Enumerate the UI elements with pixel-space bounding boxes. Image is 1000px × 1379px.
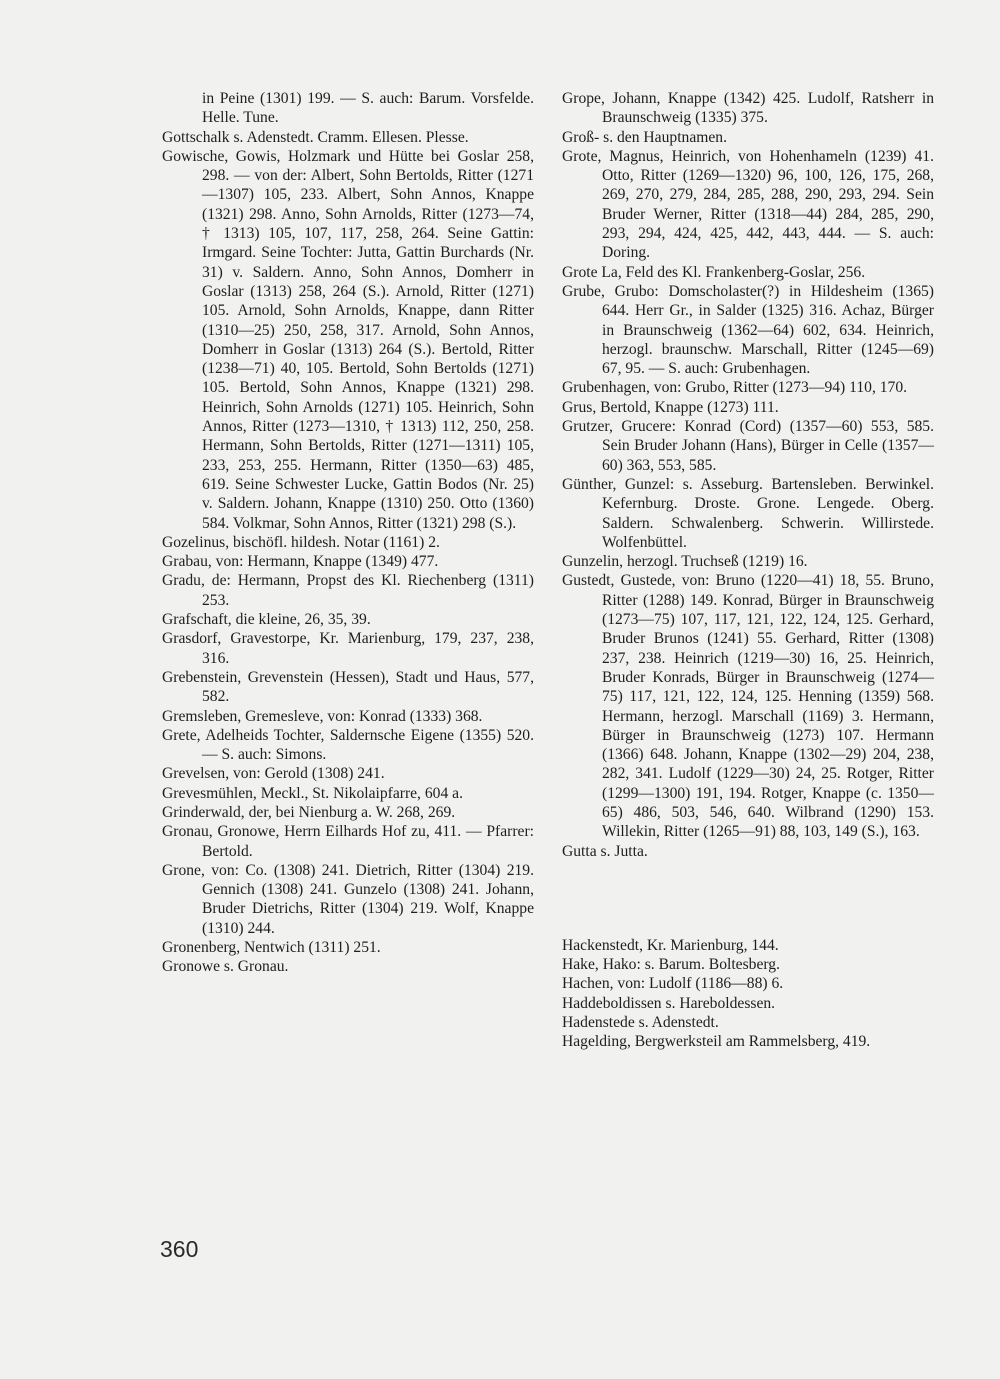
index-entry: Günther, Gunzel: s. Asseburg. Bartensleben. Berwinkel. Kefernburg. Droste. Grone. Lengede. Oberg. Saldern. Schwalenberg. Schwerin. Willirstede. Wolfenbüttel.: [562, 475, 934, 551]
index-entry: Grote, Magnus, Heinrich, von Hohenhameln (1239) 41. Otto, Ritter (1269—1320) 96, 100, 126, 175, 268, 269, 270, 279, 284, 285, 288, 290, 293, 294. Sein Bruder Werner, Ritter (1318—44) 284, 285, 290, 293, 294, 424, 425, 442, 443, 444. — S. auch: Doring.: [562, 147, 934, 262]
index-entry: Hackenstedt, Kr. Marienburg, 144.: [562, 936, 779, 954]
index-entry: Grete, Adelheids Tochter, Saldernsche Eigene (1355) 520. — S. auch: Simons.: [162, 726, 534, 764]
index-entry: Grebenstein, Grevenstein (Hessen), Stadt und Haus, 577, 582.: [162, 668, 534, 706]
page-number: 360: [160, 1236, 199, 1262]
index-entry: Grutzer, Grucere: Konrad (Cord) (1357—60) 553, 585. Sein Bruder Johann (Hans), Bürger in Celle (1357—60) 363, 553, 585.: [562, 418, 934, 474]
index-entry: Gremsleben, Gremesleve, von: Konrad (1333) 368.: [162, 707, 483, 725]
index-entry: Groß- s. den Hauptnamen.: [562, 128, 727, 146]
index-entry: Hagelding, Bergwerksteil am Rammelsberg, 419.: [562, 1033, 871, 1051]
index-entry: Gradu, de: Hermann, Propst des Kl. Riechenberg (1311) 253.: [162, 572, 534, 609]
index-entry: Hadenstede s. Adenstedt.: [562, 1014, 719, 1032]
letter-section-gap: [562, 861, 934, 936]
index-entry: Gustedt, Gustede, von: Bruno (1220—41) 18, 55. Bruno, Ritter (1288) 149. Konrad, Bürger in Braunschweig (1273—75) 107, 117, 121, 122, 124, 125. Gerhard, Bruder Brunos (1241) 55. Gerhard, Ritter (1308) 237, 238. Heinrich (1219—30) 16, 25. Heinrich, Bruder Konrads, Bürger in Braunschweig (1274—75) 117, 121, 122, 124, 125. Henning (1359) 568. Hermann, herzogl. Marschall (1169) 3. Hermann, Bürger in Braunschweig (1273) 107. Hermann (1366) 648. Johann, Knappe (1302—29) 204, 238, 282, 341. Ludolf (1229—30) 24, 25. Rotger, Ritter (1299—1300) 191, 194. Rotger, Knappe (c. 1350—65) 486, 503, 546, 640. Wilbrand (1290) 153. Willekin, Ritter (1265—91) 88, 103, 149 (S.), 163.: [562, 572, 934, 841]
index-entry: Grevelsen, von: Gerold (1308) 241.: [162, 765, 385, 783]
index-entry: Gunzelin, herzogl. Truchseß (1219) 16.: [562, 553, 808, 571]
index-entry: Grope, Johann, Knappe (1342) 425. Ludolf, Ratsherr in Braunschweig (1335) 375.: [562, 90, 934, 127]
index-entry: Gutta s. Jutta.: [562, 842, 648, 860]
index-entry: Grubenhagen, von: Grubo, Ritter (1273—94) 110, 170.: [562, 379, 908, 397]
right-column: [562, 89, 934, 1052]
index-entry: Grone, von: Co. (1308) 241. Dietrich, Ritter (1304) 219. Gennich (1308) 241. Gunzelo (1308) 241. Johann, Bruder Dietrichs, Ritter (1304) 219. Wolf, Knappe (1310) 244.: [162, 861, 534, 937]
left-column: [162, 89, 534, 977]
index-entry: Grube, Grubo: Domscholaster(?) in Hildesheim (1365) 644. Herr Gr., in Salder (1325) 316. Achaz, Bürger in Braunschweig (1362—64) 602, 634. Heinrich, herzogl. braunschw. Marschall, Ritter (1245—69) 67, 95. — S. auch: Grubenhagen.: [562, 282, 934, 378]
index-entry: Grote La, Feld des Kl. Frankenberg-Goslar, 256.: [562, 263, 866, 281]
index-entry: Gronowe s. Gronau.: [162, 958, 289, 976]
index-entry: Grevesmühlen, Meckl., St. Nikolaipfarre, 604 a.: [162, 784, 463, 802]
index-entry: Hachen, von: Ludolf (1186—88) 6.: [562, 975, 784, 993]
index-entry: Haddeboldissen s. Hareboldessen.: [562, 994, 776, 1012]
index-entry: Grinderwald, der, bei Nienburg a. W. 268, 269.: [162, 803, 456, 821]
index-entry: Gottschalk s. Adenstedt. Cramm. Ellesen. Plesse.: [162, 128, 469, 146]
index-entry: Grus, Bertold, Knappe (1273) 111.: [562, 398, 779, 416]
index-entry: Gronau, Gronowe, Herrn Eilhards Hof zu, 411. — Pfarrer: Bertold.: [162, 823, 534, 860]
index-entry: Gozelinus, bischöfl. hildesh. Notar (1161) 2.: [162, 533, 440, 551]
index-entry: in Peine (1301) 199. — S. auch: Barum. Vorsfelde. Helle. Tune.: [202, 90, 534, 127]
index-entry: Grafschaft, die kleine, 26, 35, 39.: [162, 611, 371, 629]
index-entry: Grasdorf, Gravestorpe, Kr. Marienburg, 179, 237, 238, 316.: [162, 630, 534, 667]
index-entry: Gowische, Gowis, Holzmark und Hütte bei Goslar 258, 298. — von der: Albert, Sohn Bertolds, Ritter (1271—1307) 105, 233. Albert, Sohn Annos, Knappe (1321) 298. Anno, Sohn Arnolds, Ritter (1273—74, † 1313) 105, 107, 117, 258, 264. Seine Gattin: Irmgard. Seine Tochter: Jutta, Gattin Burchards (Nr. 31) v. Saldern. Anno, Sohn Annos, Domherr in Goslar (1313) 258, 264 (S.). Arnold, Ritter (1271) 105. Arnold, Sohn Arnolds, Knappe, dann Ritter (1310—25) 250, 258, 317. Arnold, Sohn Annos, Domherr in Goslar (1313) 264 (S.). Bertold, Ritter (1238—71) 40, 105. Bertold, Sohn Bertolds (1271) 105. Bertold, Sohn Annos, Knappe (1321) 298. Heinrich, Sohn Arnolds (1271) 105. Heinrich, Sohn Annos, Ritter (1273—1310, † 1313) 112, 250, 258. Hermann, Sohn Bertolds, Ritter (1271—1311) 105, 233, 253, 255. Hermann, Ritter (1350—63) 485, 619. Seine Schwester Lucke, Gattin Bodos (Nr. 25) v. Saldern. Johann, Knappe (1310) 250. Otto (1360) 584. Volkmar, Sohn Annos, Ritter (1321) 298 (S.).: [162, 147, 534, 532]
index-entry: Hake, Hako: s. Barum. Boltesberg.: [562, 956, 780, 974]
index-entry: Gronenberg, Nentwich (1311) 251.: [162, 939, 381, 957]
index-entry: Grabau, von: Hermann, Knappe (1349) 477.: [162, 553, 439, 571]
